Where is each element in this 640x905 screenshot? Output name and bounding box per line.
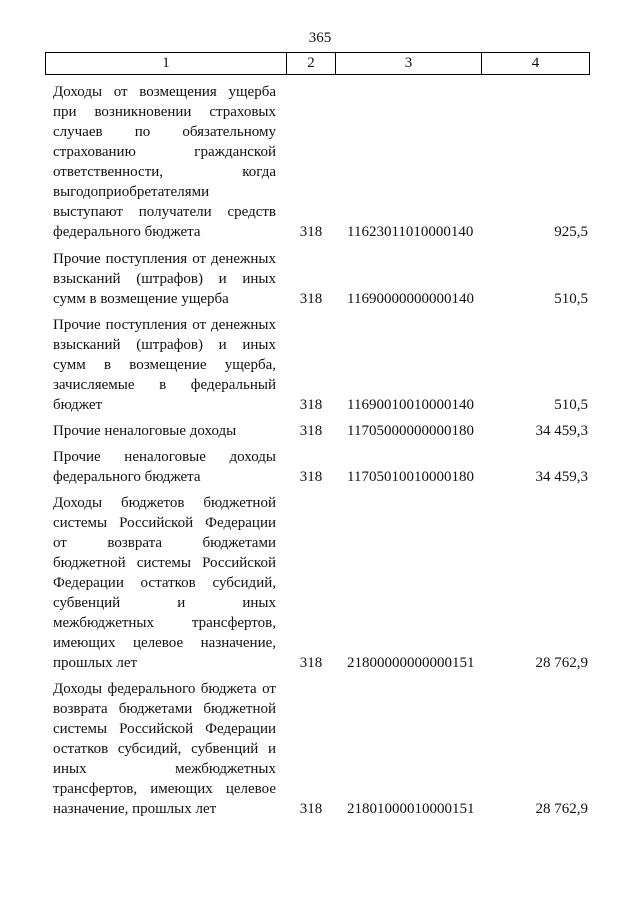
admin-code: 318: [299, 423, 323, 439]
column-header-4: 4: [531, 55, 540, 71]
budget-classification-code: 11705000000000180: [347, 423, 474, 439]
admin-code: 318: [299, 655, 323, 671]
admin-code: 318: [299, 801, 323, 817]
description-line: случаев по обязательному: [53, 124, 276, 140]
budget-classification-code: 11690010010000140: [347, 397, 474, 413]
amount-value: 28 762,9: [535, 655, 588, 671]
row-description: [53, 493, 276, 673]
description-line: возврата бюджетами бюджетной: [53, 701, 276, 717]
row-description: [53, 421, 276, 441]
description-line: зачисляемые в федеральный: [53, 377, 276, 393]
admin-code: 318: [299, 291, 323, 307]
description-line: Прочие неналоговые доходы: [53, 423, 237, 439]
table-row: [53, 679, 588, 819]
row-description: [53, 249, 276, 309]
amount-value: 34 459,3: [535, 469, 588, 485]
column-header-1: 1: [46, 53, 287, 74]
amount-value: 28 762,9: [535, 801, 588, 817]
description-line: Прочие поступления от денежных: [53, 317, 276, 333]
description-line: ответственности, когда: [53, 164, 276, 180]
description-line: остатков субсидий, субвенций и: [53, 741, 276, 757]
column-header-3: 3: [336, 53, 482, 74]
admin-code: 318: [299, 397, 323, 413]
table-row: [53, 447, 588, 487]
admin-code: 318: [299, 469, 323, 485]
admin-code: 318: [299, 224, 323, 240]
description-line: имеющих целевое назначение,: [53, 635, 276, 651]
description-line: прошлых лет: [53, 655, 138, 671]
description-line: бюджетной системы Российской: [53, 555, 276, 571]
description-line: бюджет: [53, 397, 103, 413]
description-line: сумм в возмещение ущерба: [53, 291, 229, 307]
amount-value: 34 459,3: [535, 423, 588, 439]
description-line: назначение, прошлых лет: [53, 801, 217, 817]
description-line: сумм в возмещение ущерба,: [53, 357, 276, 373]
description-line: Доходы от возмещения ущерба: [53, 84, 276, 100]
description-line: федерального бюджета: [53, 469, 201, 485]
table-row: [53, 249, 588, 309]
budget-classification-code: 11705010010000180: [347, 469, 474, 485]
table-row: [53, 421, 588, 441]
description-line: от возврата бюджетами: [53, 535, 276, 551]
description-line: при возникновении страховых: [53, 104, 276, 120]
description-line: Прочие неналоговые доходы: [53, 449, 276, 465]
description-line: иных межбюджетных: [53, 761, 276, 777]
row-description: [53, 82, 276, 242]
description-line: взысканий (штрафов) и иных: [53, 337, 276, 353]
description-line: страхованию гражданской: [53, 144, 276, 160]
description-line: выгодоприобретателями: [53, 184, 210, 200]
description-line: системы Российской Федерации: [53, 515, 276, 531]
description-line: Доходы бюджетов бюджетной: [53, 495, 276, 511]
amount-value: 510,5: [554, 397, 588, 413]
description-line: трансфертов, имеющих целевое: [53, 781, 276, 797]
row-description: [53, 679, 276, 819]
description-line: Прочие поступления от денежных: [53, 251, 276, 267]
description-line: межбюджетных трансфертов,: [53, 615, 276, 631]
description-line: федерального бюджета: [53, 224, 201, 240]
row-description: [53, 447, 276, 487]
amount-value: 510,5: [554, 291, 588, 307]
budget-classification-code: 11690000000000140: [347, 291, 474, 307]
row-description: [53, 315, 276, 415]
table-row: [53, 493, 588, 673]
budget-classification-code: 21800000000000151: [347, 655, 475, 671]
amount-value: 925,5: [554, 224, 588, 240]
table-header: [45, 52, 590, 75]
table-row: [53, 82, 588, 242]
description-line: субвенций и иных: [53, 595, 276, 611]
budget-classification-code: 11623011010000140: [347, 224, 474, 240]
column-header-2: 2: [287, 53, 336, 74]
description-line: взысканий (штрафов) и иных: [53, 271, 276, 287]
budget-classification-code: 21801000010000151: [347, 801, 475, 817]
page-number: 365: [308, 30, 332, 46]
table-row: [53, 315, 588, 415]
description-line: Доходы федерального бюджета от: [53, 681, 276, 697]
description-line: системы Российской Федерации: [53, 721, 276, 737]
description-line: выступают получатели средств: [53, 204, 276, 220]
description-line: Федерации остатков субсидий,: [53, 575, 276, 591]
